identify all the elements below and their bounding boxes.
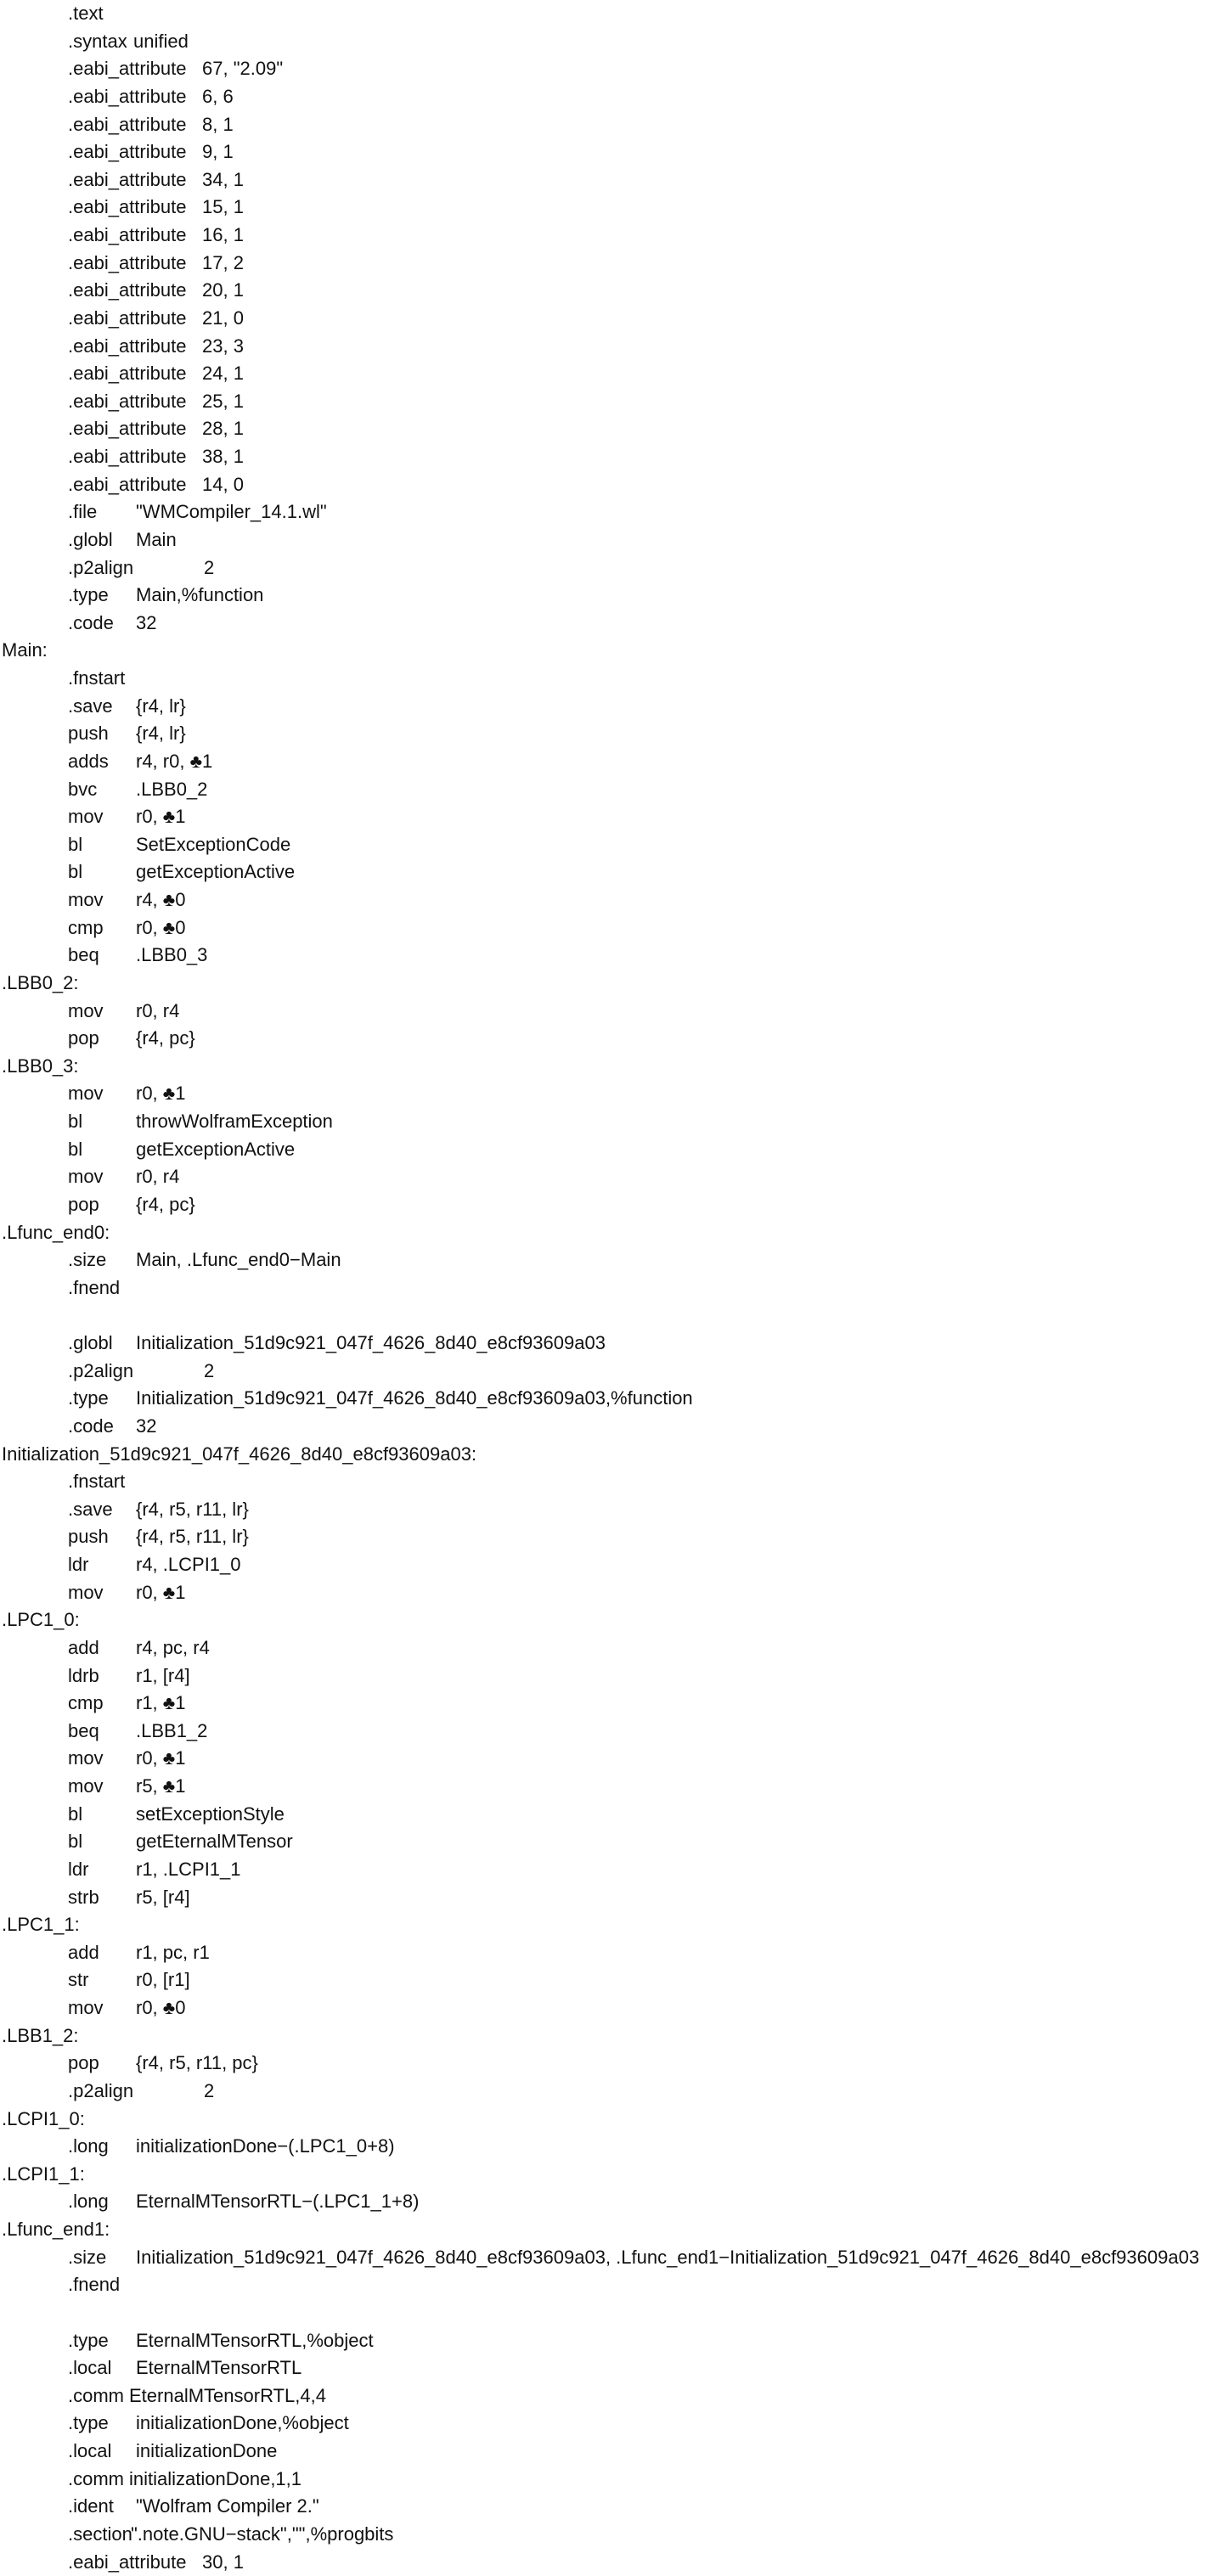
operands: 32 [136,610,156,638]
operands: Main [136,526,177,554]
operands: r0, ♣1 [136,1579,185,1607]
operands: r4, .LCPI1_0 [136,1551,241,1579]
operands: 30, 1 [202,2549,244,2576]
mnemonic: .save [68,1496,113,1524]
instruction-line [0,665,1223,693]
mnemonic: .long [68,2133,109,2161]
operands: r0, ♣1 [136,1080,185,1108]
mnemonic: beq [68,942,99,970]
mnemonic: .type [68,1385,109,1413]
mnemonic: .eabi_attribute [68,138,186,166]
operands: "Wolfram Compiler 2." [136,2493,319,2521]
mnemonic: .eabi_attribute [68,415,186,443]
label-line [0,1911,1223,1939]
instruction-line [0,2133,1223,2161]
mnemonic: pop [68,1191,99,1219]
operands: 24, 1 [202,360,244,388]
mnemonic: .eabi_attribute [68,250,186,278]
mnemonic: bl [68,1828,82,1856]
mnemonic: .size [68,2244,106,2272]
instruction-line [0,1662,1223,1690]
mnemonic: .eabi_attribute [68,166,186,194]
instruction-line [0,138,1223,166]
instruction-line [0,1191,1223,1219]
mnemonic: .local [68,2354,111,2382]
operands: initializationDone,%object [136,2410,349,2438]
instruction-line [0,1330,1223,1358]
operands: r1, [r4] [136,1662,190,1690]
mnemonic: bl [68,858,82,886]
operands: EternalMTensorRTL,%object [136,2327,374,2355]
mnemonic: .save [68,693,113,721]
operands: 23, 3 [202,333,244,361]
label-line [0,2022,1223,2050]
mnemonic: adds [68,748,109,776]
mnemonic: strb [68,1884,99,1912]
mnemonic: push [68,1523,109,1551]
mnemonic: .p2align [68,1358,133,1386]
mnemonic: .fnstart [68,665,125,693]
mnemonic: bl [68,1801,82,1829]
operands: 32 [136,1413,156,1441]
mnemonic: ldr [68,1856,88,1884]
operands: Initialization_51d9c921_047f_4626_8d40_e8cf93609a03,%function [136,1385,693,1413]
instruction-line [0,2244,1223,2272]
mnemonic: .comm [68,2466,124,2494]
instruction-line [0,2410,1223,2438]
code-label: .LBB0_3: [2,1053,79,1081]
instruction-line [0,166,1223,194]
mnemonic: mov [68,1163,104,1191]
operands: r4, pc, r4 [136,1634,210,1662]
instruction-line [0,415,1223,443]
mnemonic: .eabi_attribute [68,222,186,250]
operands: 14, 0 [202,471,244,499]
operands: initializationDone−(.LPC1_0+8) [136,2133,395,2161]
label-line [0,2106,1223,2134]
mnemonic: .eabi_attribute [68,360,186,388]
code-label: .Lfunc_end0: [2,1219,110,1247]
instruction-line [0,582,1223,610]
operands: .LBB0_2 [136,776,207,804]
instruction-line [0,1385,1223,1413]
operands: r0, ♣0 [136,914,185,942]
instruction-line [0,55,1223,83]
instruction-line [0,1966,1223,1994]
instruction-line [0,831,1223,859]
instruction-line [0,1773,1223,1801]
operands: 67, "2.09" [202,55,283,83]
mnemonic: pop [68,2050,99,2078]
instruction-line [0,1551,1223,1579]
instruction-line [0,526,1223,554]
mnemonic: .type [68,2410,109,2438]
operands: r0, ♣0 [136,1994,185,2022]
mnemonic: mov [68,803,104,831]
instruction-line [0,1496,1223,1524]
instruction-line [0,2050,1223,2078]
mnemonic: bvc [68,776,97,804]
instruction-line [0,388,1223,416]
label-line [0,637,1223,665]
operands: ".note.GNU−stack","",%progbits [131,2521,393,2549]
operands: r1, ♣1 [136,1690,185,1718]
operands: {r4, lr} [136,693,186,721]
instruction-line [0,1246,1223,1274]
mnemonic: .long [68,2188,109,2216]
mnemonic: .text [68,0,104,28]
mnemonic: pop [68,1025,99,1053]
mnemonic: mov [68,1745,104,1773]
instruction-line [0,111,1223,139]
mnemonic: .syntax [68,28,127,56]
mnemonic: .code [68,1413,114,1441]
mnemonic: mov [68,998,104,1026]
instruction-line [0,2327,1223,2355]
operands: r5, ♣1 [136,1773,185,1801]
operands: setExceptionStyle [136,1801,285,1829]
mnemonic: .type [68,2327,109,2355]
mnemonic: .fnend [68,2271,120,2299]
instruction-line [0,803,1223,831]
mnemonic: .local [68,2438,111,2466]
label-line [0,2216,1223,2244]
operands: getExceptionActive [136,1136,295,1164]
operands: 34, 1 [202,166,244,194]
mnemonic: mov [68,1080,104,1108]
code-label: .LBB0_2: [2,970,79,998]
mnemonic: .eabi_attribute [68,111,186,139]
mnemonic: .eabi_attribute [68,277,186,305]
operands: Initialization_51d9c921_047f_4626_8d40_e8cf93609a03 [136,1330,606,1358]
operands: initializationDone [136,2438,277,2466]
mnemonic: .type [68,582,109,610]
label-line [0,1441,1223,1469]
instruction-line [0,0,1223,28]
operands: .LBB0_3 [136,942,207,970]
mnemonic: add [68,1939,99,1967]
operands: 21, 0 [202,305,244,333]
operands: 6, 6 [202,83,234,111]
instruction-line [0,1579,1223,1607]
operands: r4, ♣0 [136,886,185,914]
operands: r0, ♣1 [136,803,185,831]
operands: {r4, r5, r11, lr} [136,1496,249,1524]
operands: EternalMTensorRTL [136,2354,302,2382]
operands: 16, 1 [202,222,244,250]
mnemonic: .globl [68,526,113,554]
instruction-line [0,471,1223,499]
instruction-line [0,2382,1223,2410]
instruction-line [0,250,1223,278]
operands: unified [133,28,189,56]
mnemonic: .comm [68,2382,124,2410]
operands: {r4, pc} [136,1025,195,1053]
operands: SetExceptionCode [136,831,290,859]
mnemonic: .fnstart [68,1468,125,1496]
mnemonic: mov [68,1994,104,2022]
instruction-line [0,914,1223,942]
instruction-line [0,942,1223,970]
mnemonic: add [68,1634,99,1662]
blank-line [0,1302,1223,1330]
mnemonic: .file [68,498,97,526]
operands: 2 [204,2078,214,2106]
instruction-line [0,1468,1223,1496]
instruction-line [0,748,1223,776]
label-line [0,1606,1223,1634]
operands: 2 [204,1358,214,1386]
operands: 25, 1 [202,388,244,416]
operands: {r4, r5, r11, lr} [136,1523,249,1551]
operands: EternalMTensorRTL,4,4 [129,2382,326,2410]
operands: 20, 1 [202,277,244,305]
instruction-line [0,554,1223,582]
operands: Main, .Lfunc_end0−Main [136,1246,341,1274]
instruction-line [0,2438,1223,2466]
code-label: Main: [2,637,48,665]
operands: r1, .LCPI1_1 [136,1856,241,1884]
instruction-line [0,1274,1223,1302]
instruction-line [0,2354,1223,2382]
instruction-line [0,83,1223,111]
mnemonic: .section [68,2521,132,2549]
code-label: .LPC1_1: [2,1911,80,1939]
instruction-line [0,610,1223,638]
mnemonic: push [68,720,109,748]
instruction-line [0,28,1223,56]
operands: Main,%function [136,582,263,610]
operands: EternalMTensorRTL−(.LPC1_1+8) [136,2188,419,2216]
instruction-line [0,776,1223,804]
mnemonic: .globl [68,1330,113,1358]
mnemonic: cmp [68,1690,104,1718]
instruction-line [0,1884,1223,1912]
operands: getExceptionActive [136,858,295,886]
code-label: Initialization_51d9c921_047f_4626_8d40_e8cf93609a03: [2,1441,476,1469]
operands: 8, 1 [202,111,234,139]
operands: 28, 1 [202,415,244,443]
mnemonic: .p2align [68,2078,133,2106]
mnemonic: .fnend [68,1274,120,1302]
instruction-line [0,498,1223,526]
instruction-line [0,194,1223,222]
instruction-line [0,1163,1223,1191]
code-label: .LPC1_0: [2,1606,80,1634]
mnemonic: bl [68,1136,82,1164]
operands: 38, 1 [202,443,244,471]
instruction-line [0,2549,1223,2576]
instruction-line [0,886,1223,914]
mnemonic: mov [68,1773,104,1801]
instruction-line [0,1718,1223,1746]
mnemonic: bl [68,831,82,859]
instruction-line [0,1523,1223,1551]
operands: {r4, lr} [136,720,186,748]
mnemonic: .eabi_attribute [68,443,186,471]
mnemonic: .eabi_attribute [68,2549,186,2576]
instruction-line [0,1634,1223,1662]
mnemonic: .ident [68,2493,114,2521]
instruction-line [0,720,1223,748]
instruction-line [0,443,1223,471]
label-line [0,1219,1223,1247]
code-label: .LCPI1_0: [2,2106,85,2134]
mnemonic: ldrb [68,1662,99,1690]
instruction-line [0,1745,1223,1773]
operands: r4, r0, ♣1 [136,748,212,776]
blank-line [0,2299,1223,2327]
operands: 15, 1 [202,194,244,222]
instruction-line [0,277,1223,305]
operands: 17, 2 [202,250,244,278]
mnemonic: ldr [68,1551,88,1579]
mnemonic: str [68,1966,88,1994]
operands: 9, 1 [202,138,234,166]
instruction-line [0,1025,1223,1053]
instruction-line [0,1828,1223,1856]
label-line [0,2161,1223,2189]
mnemonic: beq [68,1718,99,1746]
instruction-line [0,2493,1223,2521]
mnemonic: .eabi_attribute [68,194,186,222]
operands: r5, [r4] [136,1884,190,1912]
instruction-line [0,858,1223,886]
mnemonic: .code [68,610,114,638]
instruction-line [0,1080,1223,1108]
instruction-line [0,1108,1223,1136]
mnemonic: mov [68,886,104,914]
operands: r0, ♣1 [136,1745,185,1773]
operands: initializationDone,1,1 [129,2466,302,2494]
instruction-line [0,2521,1223,2549]
operands: r0, r4 [136,1163,179,1191]
mnemonic: .eabi_attribute [68,55,186,83]
instruction-line [0,1358,1223,1386]
instruction-line [0,1856,1223,1884]
mnemonic: bl [68,1108,82,1136]
mnemonic: .eabi_attribute [68,388,186,416]
operands: {r4, pc} [136,1191,195,1219]
operands: .LBB1_2 [136,1718,207,1746]
operands: getEternalMTensor [136,1828,293,1856]
code-label: .LBB1_2: [2,2022,79,2050]
instruction-line [0,2271,1223,2299]
instruction-line [0,998,1223,1026]
operands: r0, r4 [136,998,179,1026]
mnemonic: cmp [68,914,104,942]
operands: "WMCompiler_14.1.wl" [136,498,327,526]
mnemonic: .eabi_attribute [68,305,186,333]
instruction-line [0,1136,1223,1164]
mnemonic: .eabi_attribute [68,83,186,111]
code-label: .Lfunc_end1: [2,2216,110,2244]
instruction-line [0,1690,1223,1718]
instruction-line [0,2466,1223,2494]
operands: 2 [204,554,214,582]
operands: Initialization_51d9c921_047f_4626_8d40_e8cf93609a03, .Lfunc_end1−Initialization_51d9c921_047f_4626_8d40_e8cf93609a03 [136,2244,1199,2272]
instruction-line [0,305,1223,333]
instruction-line [0,1801,1223,1829]
operands: throwWolframException [136,1108,333,1136]
mnemonic: .eabi_attribute [68,333,186,361]
instruction-line [0,2188,1223,2216]
instruction-line [0,2078,1223,2106]
instruction-line [0,1994,1223,2022]
mnemonic: .eabi_attribute [68,471,186,499]
label-line [0,970,1223,998]
mnemonic: mov [68,1579,104,1607]
mnemonic: .p2align [68,554,133,582]
instruction-line [0,1413,1223,1441]
instruction-line [0,222,1223,250]
operands: {r4, r5, r11, pc} [136,2050,258,2078]
instruction-line [0,333,1223,361]
mnemonic: .size [68,1246,106,1274]
label-line [0,1053,1223,1081]
operands: r1, pc, r1 [136,1939,210,1967]
instruction-line [0,1939,1223,1967]
instruction-line [0,693,1223,721]
operands: r0, [r1] [136,1966,190,1994]
instruction-line [0,360,1223,388]
code-label: .LCPI1_1: [2,2161,85,2189]
